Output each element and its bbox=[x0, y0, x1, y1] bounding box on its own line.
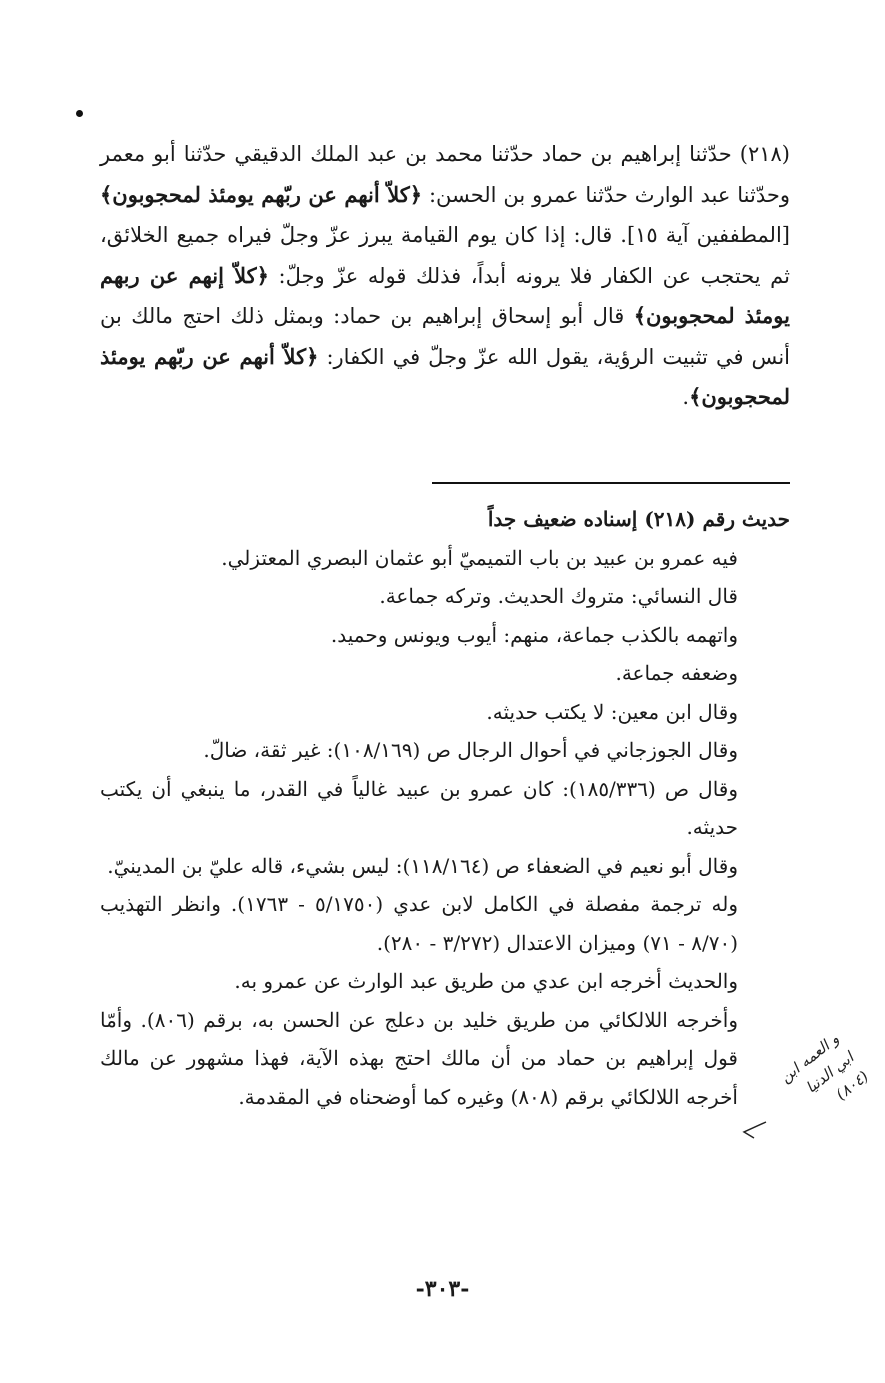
footnote-paragraph: وله ترجمة مفصلة في الكامل لابن عدي (٥/١٧٥٠ - ١٧٦٣). وانظر التهذيب (٨/٧٠ - ٧١) وميزان الاعتدال (٣/٢٧٢ - ٢٨٠). bbox=[100, 892, 738, 955]
quran-verse-3: ﴿كلاّ أنهم عن ربّهم يومئذ لمحجوبون﴾ bbox=[100, 343, 790, 409]
footnote-paragraph: وأخرجه اللالكائي من طريق خليد بن دعلج عن الحسن به، برقم (٨٠٦). وأمّا قول إبراهيم بن حماد من أن مالك احتج بهذه الآية، فهذا مشهور عن مالك أخرجه اللالكائي برقم (٨٠٨) وغيره كما أوضحناه في المقدمة. bbox=[100, 1007, 738, 1109]
page-number: -٣٠٣- bbox=[415, 1276, 470, 1302]
footnote bbox=[100, 500, 790, 1116]
handwritten-insert-mark bbox=[740, 1120, 768, 1140]
hadith-number: (٢١٨) bbox=[739, 142, 790, 166]
handwritten-margin-note: و العمه ابن ابي الدنيا (٨٠٤) bbox=[776, 1029, 872, 1104]
footnote-line: فيه عمرو بن عبيد بن باب التميميّ أبو عثمان البصري المعتزلي. bbox=[221, 545, 738, 570]
footnote-line: قال النسائي: متروك الحديث. وتركه جماعة. bbox=[379, 584, 738, 608]
hadith-text bbox=[100, 134, 790, 418]
footnote-heading: حديث رقم (٢١٨) إسناده ضعيف جداً bbox=[487, 507, 790, 531]
footnote-divider bbox=[432, 482, 790, 484]
footnote-line: وقال الجوزجاني في أحوال الرجال ص (١٠٨/١٦٩): غير ثقة، ضالّ. bbox=[203, 738, 738, 762]
quran-verse-2: ﴿كلاّ إنهم عن ربهم يومئذ لمحجوبون﴾ bbox=[100, 262, 790, 328]
hadith-isnad: حدّثنا إبراهيم بن حماد حدّثنا محمد بن عبد الملك الدقيقي حدّثنا أبو معمر وحدّثنا عبد الوارث حدّثنا عمرو بن الحسن: bbox=[100, 142, 790, 207]
footnote-line: وضعفه جماعة. bbox=[615, 661, 738, 685]
quran-verse-1: ﴿كلاّ أنهم عن ربّهم يومئذ لمحجوبون﴾ bbox=[100, 181, 423, 207]
footnote-paragraph: وقال ص (١٨٥/٣٣٦): كان عمرو بن عبيد غالياً في القدر، ما ينبغي أن يكتب حديثه. bbox=[100, 776, 739, 839]
footnote-paragraph: وقال أبو نعيم في الضعفاء ص (١١٨/١٦٤): ليس بشيء، قاله عليّ بن المدينيّ. bbox=[107, 853, 738, 878]
hadith-body-2: قال أبو إسحاق إبراهيم بن حماد: وبمثل ذلك احتج مالك بن أنس في تثبيت الرؤية، يقول الله عزّ وجلّ في الكفار: bbox=[100, 304, 790, 369]
footnote-line: واتهمه بالكذب جماعة، منهم: أيوب ويونس وحميد. bbox=[330, 622, 738, 647]
footnote-line: وقال ابن معين: لا يكتب حديثه. bbox=[486, 699, 738, 724]
hadith-end: . bbox=[682, 385, 690, 409]
footnote-paragraph: والحديث أخرجه ابن عدي من طريق عبد الوارث عن عمرو به. bbox=[234, 969, 738, 993]
bullet-dot bbox=[76, 110, 83, 117]
hadith-body-1: [المطففين آية ١٥]. قال: إذا كان يوم القيامة يبرز عزّ وجلّ فيراه جميع الخلائق، ثم يحتجب عن الكفار فلا يرونه أبداً، فذلك قوله عزّ وجلّ: bbox=[100, 223, 790, 288]
